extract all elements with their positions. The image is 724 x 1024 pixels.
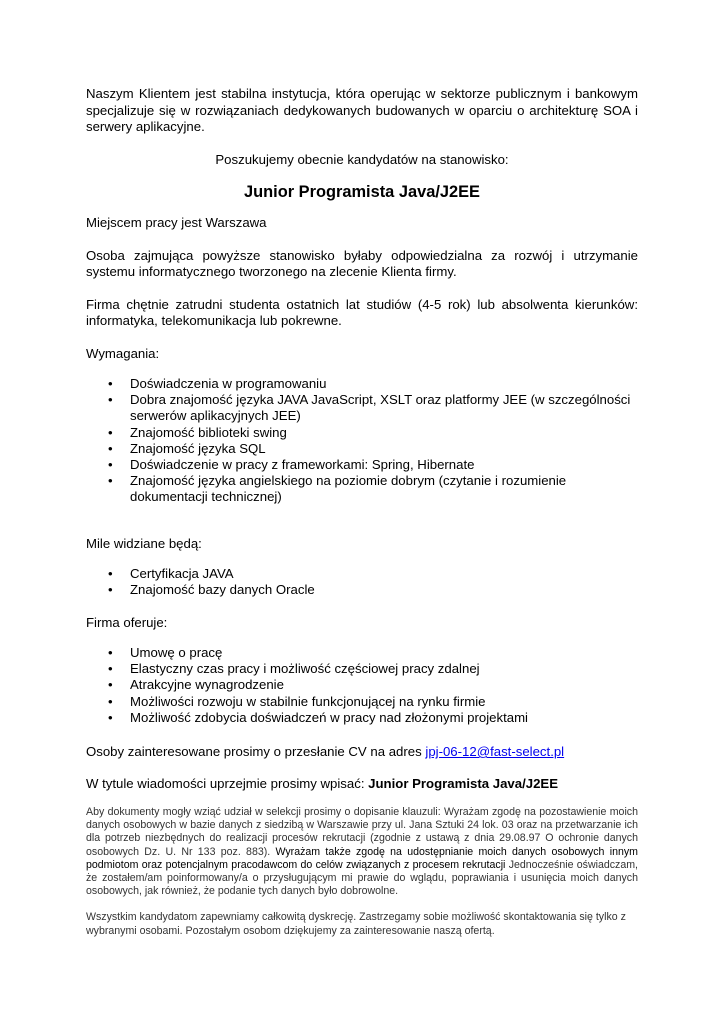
clause-part-1: Aby dokumenty mogły wziąć udział w selekcji prosimy o dopisanie klauzuli: Wyrażam zgodę na pozostawienie moich danych osobowych w bazie danych z siedzibą w Warszawie przy ul. Jana Sztuki 24 lok. 03 oraz na przetwarzanie ich dla potrzeb niezbędnych do realizacji procesów rekrutacji (zgodnie z ustawą z dnia 29.08.97 O ochronie danych osobowych Dz. U. Nr 133 poz. 883). [86,806,638,858]
responsibility-paragraph: Osoba zajmująca powyższe stanowisko byłaby odpowiedzialna za rozwój i utrzymanie systemu informatycznego tworzonego na zlecenie Klienta firmy. [86,247,638,279]
clause-part-2: Wyrażam także zgodę na udostępnianie moich danych osobowych innym podmiotom oraz potencjalnym pracodawcom do celów związanych z procesem rekrutacji [86,845,638,871]
apply-text: Osoby zainteresowane prosimy o przesłanie CV na adres [86,744,426,760]
list-item: • Atrakcyjne wynagrodzenie [86,677,638,693]
apply-paragraph [86,744,638,761]
list-item: • Znajomość bazy danych Oracle [86,582,638,598]
job-title: Junior Programista Java/J2EE [244,183,480,201]
intro-paragraph: Naszym Klientem jest stabilna instytucja, która operując w sektorze publicznym i bankowym specjalizuje się w rozwiązaniach dedykowanych budowanych w oparciu o architekturę SOA i serwery aplikacyjne. [86,86,638,134]
list-item: • Dobra znajomość języka JAVA JavaScript, XSLT oraz platformy JEE (w szczególności serwerów aplikacyjnych JEE) [86,392,638,424]
list-item: • Umowę o pracę [86,645,638,661]
list-item: • Certyfikacja JAVA [86,566,638,582]
list-item: • Możliwość zdobycia doświadczeń w pracy nad złożonymi projektami [86,710,638,726]
list-item: • Elastyczny czas pracy i możliwość częściowej pracy zdalnej [86,661,638,677]
seeking-line: Poszukujemy obecnie kandydatów na stanowisko: [215,151,509,167]
location-line: Miejscem pracy jest Warszawa [86,215,267,230]
list-item: • Doświadczenie w pracy z frameworkami: Spring, Hibernate [86,457,638,473]
candidates-paragraph: Firma chętnie zatrudni studenta ostatnich lat studiów (4-5 rok) lub absolwenta kierunków: informatyka, telekomunikacja lub pokrewne. [86,296,638,328]
list-item: • Znajomość języka angielskiego na poziomie dobrym (czytanie i rozumienie dokumentacji technicznej) [86,473,638,505]
closing-paragraph: Wszystkim kandydatom zapewniamy całkowitą dyskrecję. Zastrzegamy sobie możliwość skontaktowania się tylko z wybranymi osobami. Pozostałym osobom dziękujemy za zainteresowanie naszą ofertą. [86,911,626,937]
list-item: • Doświadczenia w programowaniu [86,376,638,392]
nice-to-have-list [86,566,638,598]
list-item: • Możliwości rozwoju w stabilnie funkcjonującej na rynku firmie [86,694,638,710]
list-item: • Znajomość języka SQL [86,441,638,457]
requirements-heading: Wymagania: [86,345,160,361]
subject-text: W tytule wiadomości uprzejmie prosimy wpisać: [86,775,369,791]
requirements-list [86,376,638,506]
clause-part-3: Jednocześnie oświadczam, że zostałem/am poinformowany/a o przysługującym mi prawie do wglądu, poprawiania i usunięcia moich danych osobowych, jak również, że podanie tych danych było dobrowolne. [86,858,638,898]
offer-heading: Firma oferuje: [86,614,168,630]
nice-to-have-heading: Mile widziane będą: [86,535,202,551]
subject-title: Junior Programista Java/J2EE [368,775,558,791]
email-link[interactable]: jpj-06-12@fast-select.pl [425,744,565,760]
offer-list [86,645,638,726]
consent-clause [86,806,638,898]
list-item: • Znajomość biblioteki swing [86,425,638,441]
subject-paragraph [86,776,638,793]
